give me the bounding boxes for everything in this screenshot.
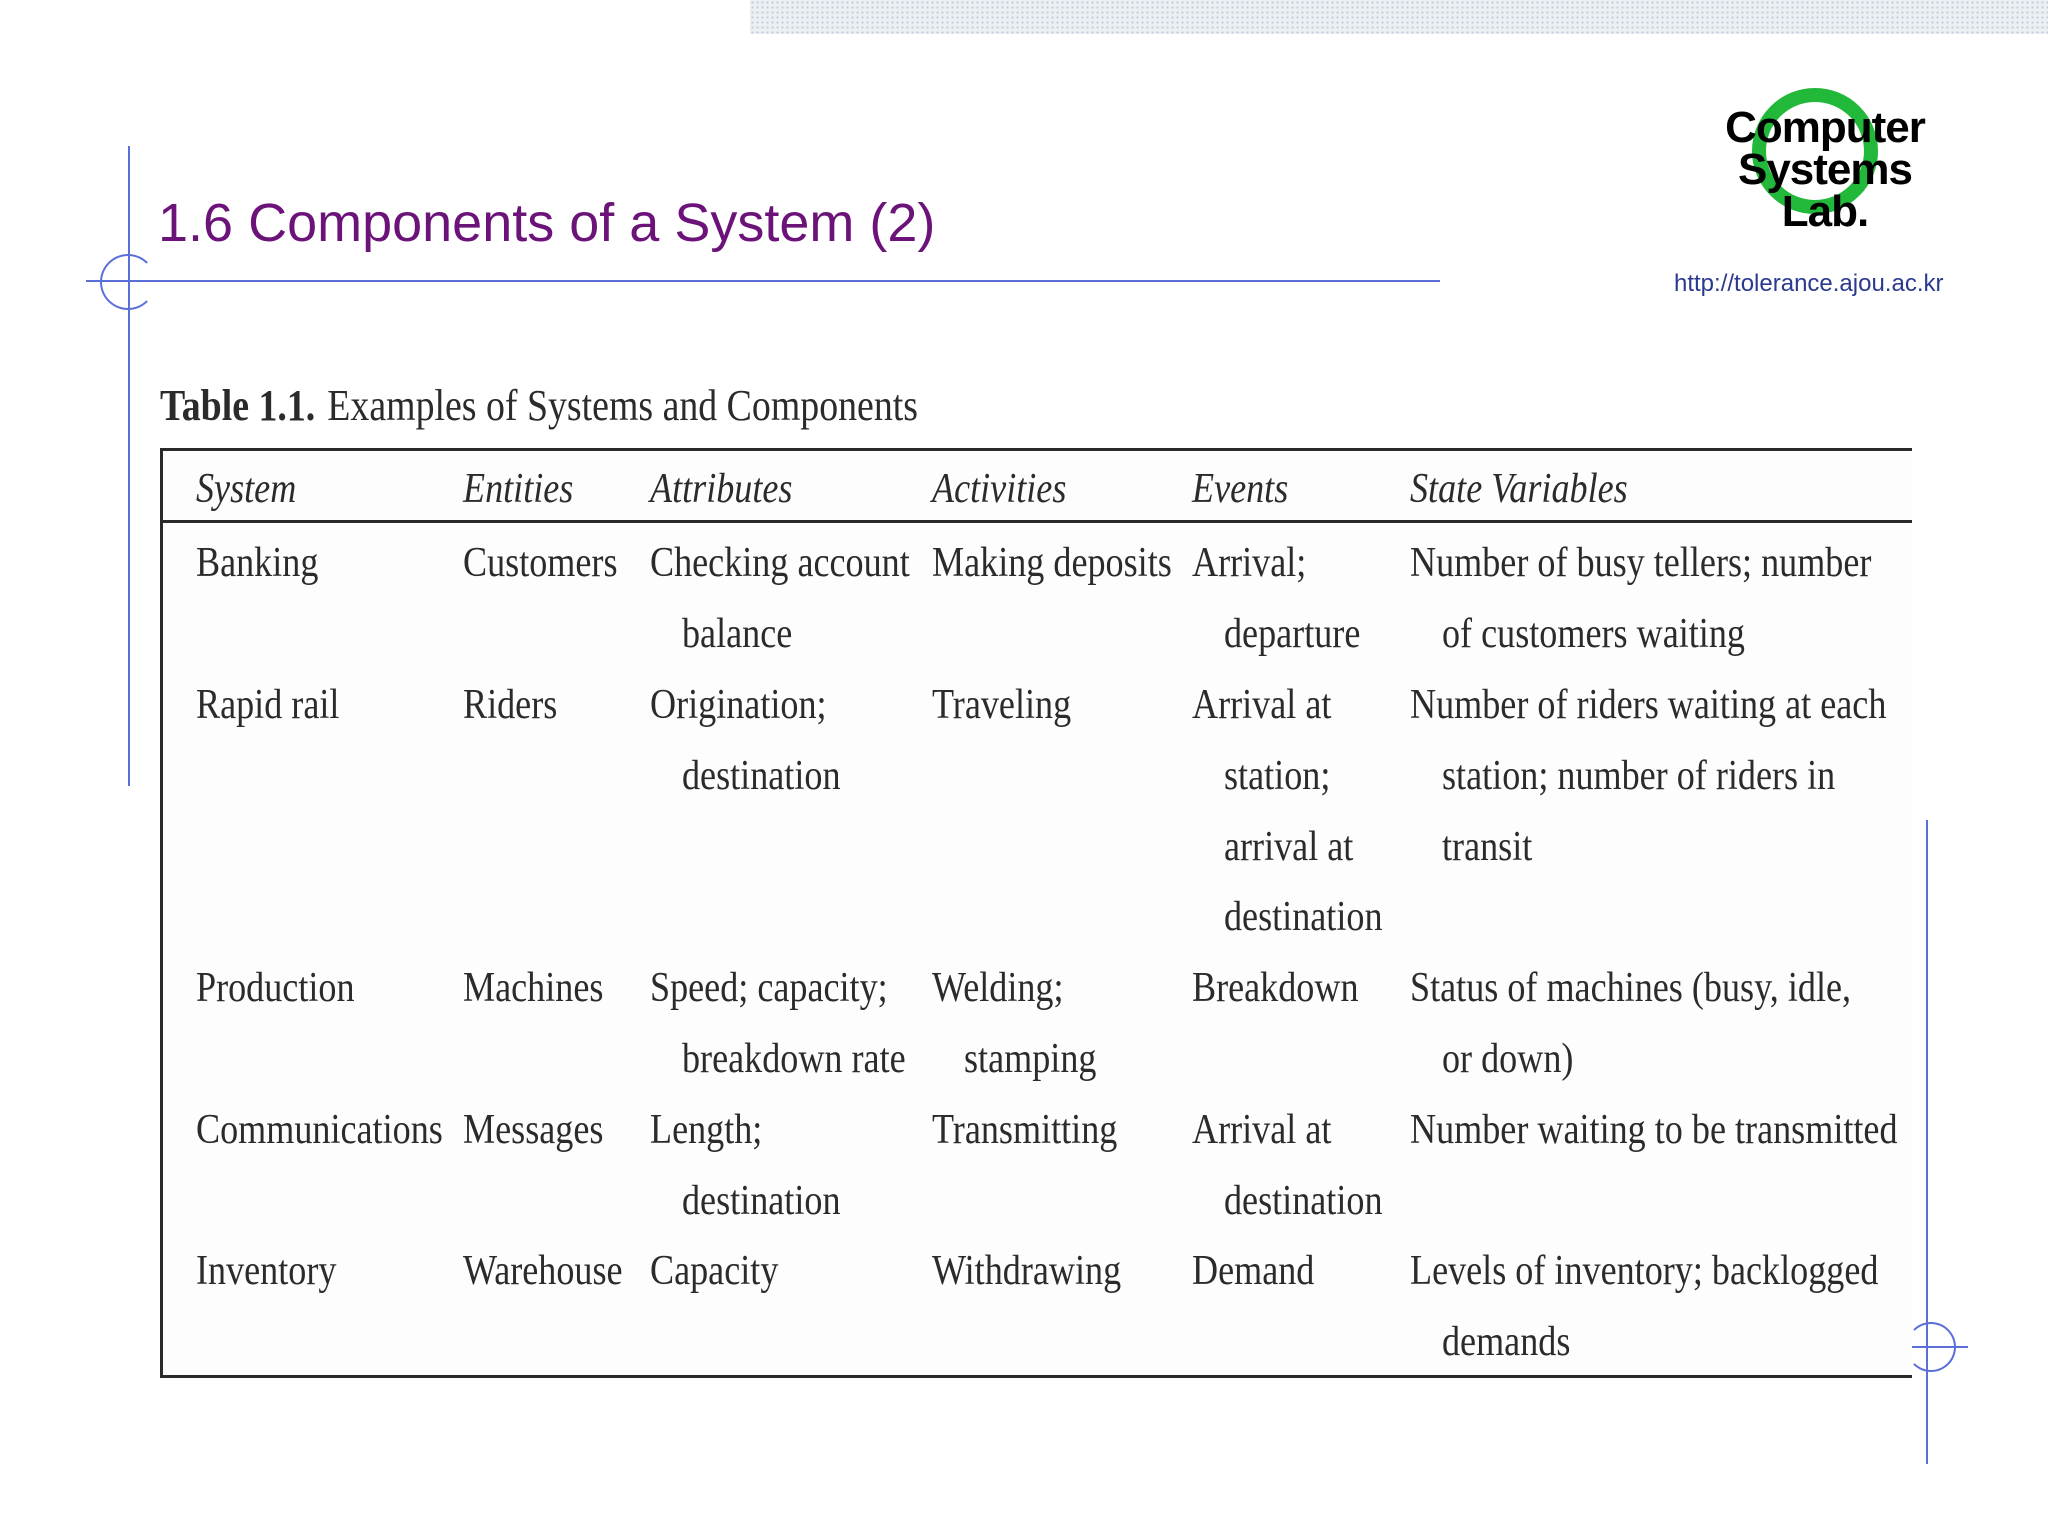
cell-activities-line: Traveling [932, 682, 1072, 728]
header-system: System [196, 466, 297, 512]
crosshair-circle-left [100, 254, 156, 310]
header-activities: Activities [932, 466, 1067, 512]
table-caption-text: Examples of Systems and Components [327, 381, 918, 430]
cell-activities-line: Withdrawing [932, 1248, 1122, 1294]
cell-state-variables-line: demands [1442, 1319, 1571, 1365]
table-frame [160, 448, 1912, 1378]
logo-text-line1: Computer [1725, 103, 1925, 152]
cell-attributes-line: Speed; capacity; [650, 965, 888, 1011]
cell-system: Communications [196, 1107, 443, 1153]
logo-text-line2: Systems [1737, 145, 1912, 194]
guide-line-vertical-left [128, 146, 130, 786]
cell-events-line: station; [1224, 753, 1331, 799]
table-header-rule [160, 520, 1912, 523]
cell-state-variables-line: station; number of riders in [1442, 753, 1836, 799]
cell-attributes-line: destination [682, 1178, 841, 1224]
cell-attributes-line: Checking account [650, 540, 910, 586]
cell-attributes-line: Capacity [650, 1248, 779, 1294]
cell-activities-line: Making deposits [932, 540, 1172, 586]
cell-events-line: Arrival at [1192, 682, 1332, 728]
cell-state-variables-line: or down) [1442, 1036, 1574, 1082]
header-events: Events [1192, 466, 1289, 512]
cell-state-variables-line: Number of riders waiting at each [1410, 682, 1887, 728]
header-entities: Entities [463, 466, 574, 512]
cell-entities: Warehouse [463, 1248, 623, 1294]
cell-attributes-line: Length; [650, 1107, 763, 1153]
cell-events-line: Arrival at [1192, 1107, 1332, 1153]
site-url: http://tolerance.ajou.ac.kr [1674, 270, 1944, 297]
cell-entities: Customers [463, 540, 618, 586]
table-caption-number: Table 1.1. [160, 381, 316, 430]
cell-system: Inventory [196, 1248, 337, 1294]
cell-activities-line: Transmitting [932, 1107, 1118, 1153]
cell-entities: Messages [463, 1107, 604, 1153]
cell-state-variables-line: of customers waiting [1442, 611, 1745, 657]
table-caption [160, 380, 918, 431]
cell-activities-line: stamping [964, 1036, 1097, 1082]
cell-activities-line: Welding; [932, 965, 1064, 1011]
header-state-variables: State Variables [1410, 466, 1628, 512]
decorative-top-band [750, 0, 2048, 34]
cell-events-line: destination [1224, 894, 1383, 940]
cell-system: Banking [196, 540, 319, 586]
cell-events-line: Breakdown [1192, 965, 1359, 1011]
cell-state-variables-line: transit [1442, 824, 1533, 870]
cell-attributes-line: destination [682, 753, 841, 799]
cell-attributes-line: balance [682, 611, 793, 657]
slide-title: 1.6 Components of a System (2) [158, 193, 936, 253]
header-attributes: Attributes [650, 466, 793, 512]
cell-events-line: departure [1224, 611, 1361, 657]
cell-entities: Riders [463, 682, 558, 728]
cell-events-line: Demand [1192, 1248, 1315, 1294]
computer-systems-lab-logo [1690, 82, 1960, 252]
cell-events-line: Arrival; [1192, 540, 1307, 586]
cell-state-variables-line: Levels of inventory; backlogged [1410, 1248, 1879, 1294]
crosshair-circle-right [1906, 1322, 1956, 1372]
cell-state-variables-line: Status of machines (busy, idle, [1410, 965, 1852, 1011]
logo-text-line3: Lab. [1781, 187, 1869, 236]
cell-entities: Machines [463, 965, 604, 1011]
cell-state-variables-line: Number of busy tellers; number [1410, 540, 1872, 586]
cell-state-variables-line: Number waiting to be transmitted [1410, 1107, 1898, 1153]
cell-system: Rapid rail [196, 682, 340, 728]
cell-attributes-line: breakdown rate [682, 1036, 906, 1082]
title-underline [86, 280, 1440, 282]
cell-events-line: destination [1224, 1178, 1383, 1224]
cell-attributes-line: Origination; [650, 682, 827, 728]
cell-events-line: arrival at [1224, 824, 1354, 870]
cell-system: Production [196, 965, 355, 1011]
